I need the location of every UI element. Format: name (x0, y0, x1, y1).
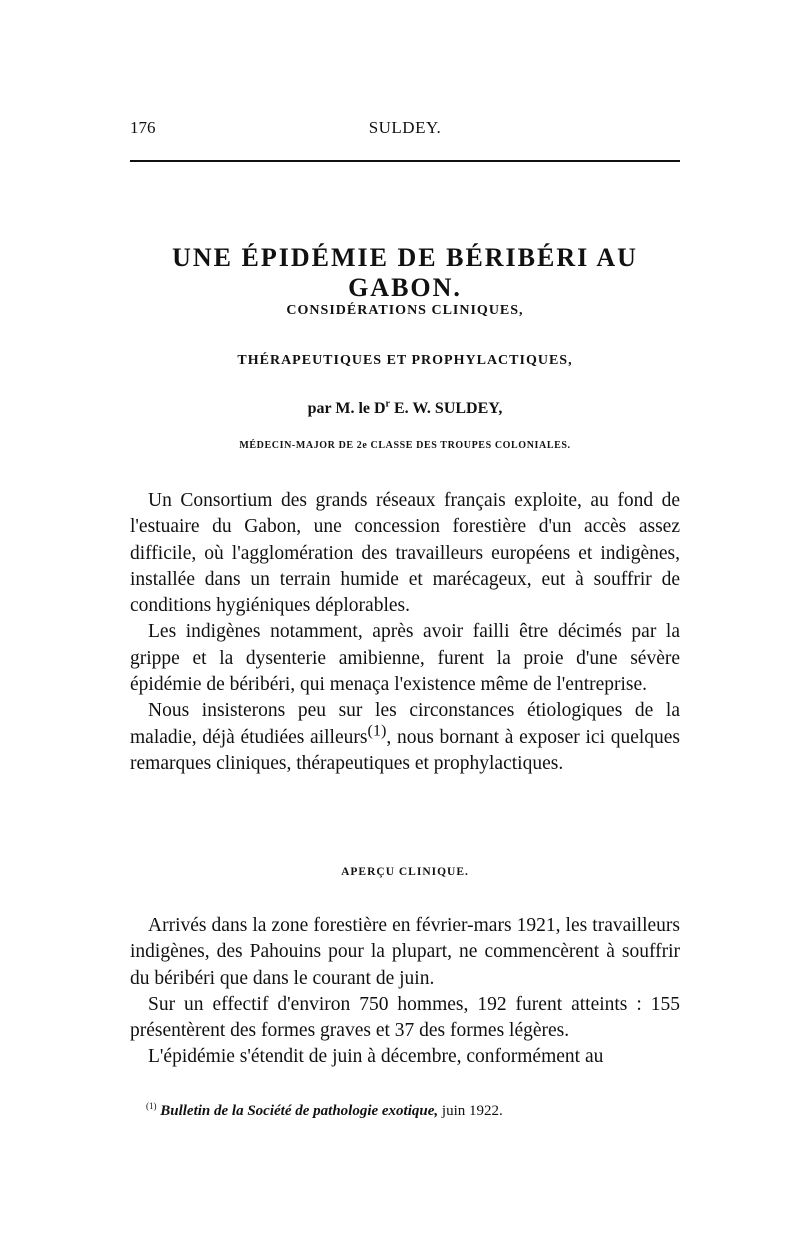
footnote-citation: Bulletin de la Société de pathologie exotique, (160, 1103, 439, 1119)
article-subtitle-line1: CONSIDÉRATIONS CLINIQUES, (286, 303, 524, 318)
section-text (130, 913, 680, 1071)
header-rule (130, 160, 680, 162)
paragraph-text: Nous insisterons peu sur les circonstances étiologiques de la maladie, déjà étudiées ailleurs (130, 700, 680, 748)
article-title: UNE ÉPIDÉMIE DE BÉRIBÉRI AU GABON. (172, 243, 638, 302)
paragraph (130, 698, 680, 777)
footnote (146, 1103, 680, 1120)
author-prefix: par M. le D (307, 400, 386, 417)
running-header (130, 118, 680, 142)
author-line (130, 400, 680, 418)
footnote-date: juin 1922. (438, 1103, 503, 1119)
page-number: 176 (130, 118, 156, 137)
article-subtitle-line2: THÉRAPEUTIQUES ET PROPHYLACTIQUES, (237, 353, 573, 368)
footnote-ref[interactable]: (1) (367, 721, 387, 740)
paragraph: Les indigènes notamment, après avoir failli être décimés par la grippe et la dysenterie amibienne, furent la proie d'une sévère épidémie de béribéri, qui menaça l'existence même de l'entreprise. (130, 621, 680, 696)
paragraph: Un Consortium des grands réseaux français exploite, au fond de l'estuaire du Gabon, une concession forestière d'un accès assez difficile, où l'agglomération des travailleurs européens et indigènes, installée dans un terrain humide et marécageux, eut à souffrir de conditions hygiéniques déplorables. (130, 490, 680, 617)
paragraph: Sur un effectif d'environ 750 hommes, 192 furent atteints : 155 présentèrent des formes graves et 37 des formes légères. (130, 993, 680, 1042)
running-title: SULDEY. (368, 118, 442, 137)
paragraph-text: , nous bornant à exposer ici quelques remarques cliniques, thérapeutiques et prophylactiques. (130, 726, 681, 774)
author-name: E. W. SULDEY, (390, 400, 503, 417)
section-heading: APERÇU CLINIQUE. (341, 866, 469, 878)
footnote-marker: (1) (146, 1101, 157, 1111)
paragraph: Arrivés dans la zone forestière en février-mars 1921, les travailleurs indigènes, des Pahouins pour la plupart, ne commencèrent à souffrir du béribéri que dans le courant de juin. (130, 915, 680, 989)
author-sup: r (385, 398, 390, 410)
paragraph: L'épidémie s'étendit de juin à décembre, conformément au (148, 1046, 604, 1068)
intro-text (130, 488, 680, 777)
author-rank: MÉDECIN-MAJOR DE 2e CLASSE DES TROUPES COLONIALES. (239, 440, 571, 451)
